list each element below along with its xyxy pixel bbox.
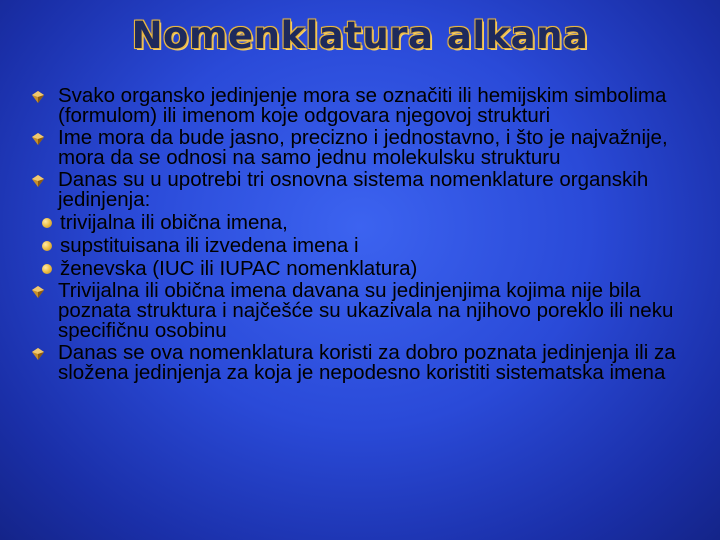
- bullet-item-4: [30, 281, 700, 341]
- bullet-item-2: [30, 128, 700, 168]
- dot-bullet-icon: [42, 218, 52, 228]
- bullet-text: Danas se ova nomenklatura koristi za dobro poznata jedinjenja ili za složena jedinjenja za koja je nepodesno koristiti sistematska imena: [58, 341, 676, 384]
- bullet-text: Svako organsko jedinjenje mora se označiti ili hemijskim simbolima (formulom) ili imenom koje odgovara njegovoj strukturi: [58, 84, 667, 127]
- bullet-text: Ime mora da bude jasno, precizno i jednostavno, i što je najvažnije, mora da se odnosi na samo jednu molekulsku strukturu: [58, 126, 668, 169]
- sub-bullet-item-1: [2, 213, 700, 233]
- diamond-bullet-icon: [32, 348, 44, 360]
- bullet-text: Trivijalna ili obična imena davana su jedinjenjima kojima nije bila poznata struktura i najčešće su ukazivala na njihovo poreklo ili neku specifičnu osobinu: [58, 279, 674, 342]
- diamond-bullet-icon: [32, 91, 44, 103]
- diamond-bullet-icon: [32, 133, 44, 145]
- slide-title: Nomenklatura alkana: [131, 14, 589, 57]
- bullet-item-3: [30, 170, 700, 210]
- bullet-text: Danas su u upotrebi tri osnovna sistema nomenklature organskih jedinjenja:: [58, 168, 649, 211]
- sub-bullet-item-2: [2, 236, 700, 256]
- bullet-list: [30, 86, 700, 383]
- sub-bullet-text: supstituisana ili izvedena imena i: [60, 234, 359, 257]
- sub-bullet-item-3: [2, 259, 700, 279]
- diamond-bullet-icon: [32, 175, 44, 187]
- dot-bullet-icon: [42, 241, 52, 251]
- sub-bullet-text: ženevska (IUC ili IUPAC nomenklatura): [60, 257, 418, 280]
- bullet-item-1: [30, 86, 700, 126]
- diamond-bullet-icon: [32, 286, 44, 298]
- bullet-item-5: [30, 343, 700, 383]
- sub-bullet-text: trivijalna ili obična imena,: [60, 211, 288, 234]
- dot-bullet-icon: [42, 264, 52, 274]
